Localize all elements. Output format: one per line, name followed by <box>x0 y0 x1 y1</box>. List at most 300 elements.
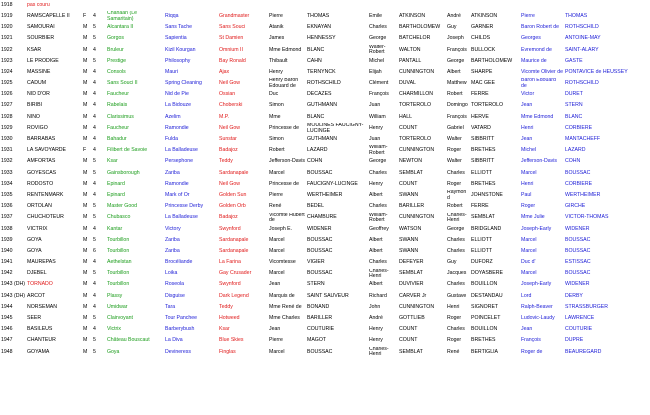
table-cell: William <box>369 113 386 120</box>
table-cell: LAZARD <box>307 147 328 154</box>
table-row <box>0 145 650 156</box>
table-cell: CUNNINGTON <box>399 68 435 75</box>
table-cell: La Farina <box>219 259 241 266</box>
table-cell: Blue Skies <box>219 337 244 344</box>
table-cell: F <box>83 147 87 154</box>
table-cell: M <box>83 292 88 299</box>
table-cell: Henry <box>369 124 383 131</box>
table-cell: CORBIERE <box>565 180 593 187</box>
table-cell: SEMBLAT <box>399 169 423 176</box>
table-cell: Neil Gow <box>219 80 241 87</box>
table-cell: M <box>83 281 88 288</box>
table-cell: BRIDGLAND <box>471 225 502 232</box>
table-cell: 4 <box>93 91 96 98</box>
table-cell: Princesse de <box>269 180 299 187</box>
year-cell: 1948 <box>1 348 13 355</box>
table-cell: POINCELET <box>471 315 501 322</box>
table-cell <box>446 0 470 11</box>
table-cell: ROTHSCHILD <box>565 24 599 31</box>
table-cell: M <box>83 124 88 131</box>
table-cell: Bahadur <box>107 136 127 143</box>
table-cell: GUTHMANN <box>307 136 337 143</box>
table-cell: Sapientia <box>165 35 187 42</box>
table-cell: Golden Sun <box>219 191 247 198</box>
table-cell: BARTHOLOMEW <box>399 24 441 31</box>
table-row <box>0 324 650 335</box>
year-cell: 1937 <box>1 214 13 221</box>
table-cell: DERBY <box>565 292 583 299</box>
table-cell: Swynford <box>219 281 241 288</box>
table-cell: Sardanapale <box>219 247 249 254</box>
table-cell: Jean <box>521 326 533 333</box>
table-cell: James <box>269 35 285 42</box>
year-cell: 1946 <box>1 326 13 333</box>
table-cell: WERTHEIMER <box>565 191 601 198</box>
table-cell: 4 <box>93 80 96 87</box>
table-cell: Robert <box>447 91 463 98</box>
table-cell: Joseph-Early <box>521 225 552 232</box>
table-cell: Omnium II <box>219 46 243 53</box>
table-cell: Elijah <box>369 68 382 75</box>
table-cell: Henry <box>369 337 383 344</box>
table-cell: GOYAMA <box>27 348 50 355</box>
table-cell: 5 <box>93 35 96 42</box>
table-cell <box>106 0 164 11</box>
table-cell: Guy <box>447 259 457 266</box>
year-cell: 1940 <box>1 247 13 254</box>
table-cell: Golden Orb <box>219 203 246 210</box>
table-cell: GARNER <box>471 24 494 31</box>
table-cell: Umidwar <box>107 303 128 310</box>
table-cell: M <box>83 136 88 143</box>
table-row <box>0 101 650 112</box>
table-cell <box>368 0 398 11</box>
table-cell: François <box>369 91 389 98</box>
table-cell: 4 <box>93 136 96 143</box>
table-cell: Zariba <box>165 247 180 254</box>
table-cell: Lord <box>521 292 532 299</box>
table-cell: 5 <box>93 236 96 243</box>
table-cell: La Diva <box>165 337 183 344</box>
table-row <box>0 213 650 224</box>
table-cell: M <box>83 68 88 75</box>
table-cell: BLANC <box>307 46 325 53</box>
table-cell: Spring Cleaning <box>165 80 202 87</box>
table-cell: CUNNINGTON <box>399 214 435 221</box>
table-cell: M.P. <box>219 113 229 120</box>
table-cell: Dark Legend <box>219 292 249 299</box>
table-row <box>0 224 650 235</box>
table-cell: Tourbillon <box>107 247 130 254</box>
table-cell: Marcel <box>521 169 537 176</box>
table-row <box>0 112 650 123</box>
table-cell: ELLIOTT <box>471 236 493 243</box>
table-cell: BOUSSAC <box>565 270 591 277</box>
table-cell: 4 <box>93 191 96 198</box>
table-cell: KSAR <box>27 46 42 53</box>
table-cell: DOYASBERE <box>471 270 503 277</box>
table-cell: François <box>521 337 541 344</box>
table-cell: Maurice de <box>521 57 547 64</box>
table-cell: WATSON <box>399 225 422 232</box>
table-cell: Pierre <box>269 191 283 198</box>
table-cell <box>470 0 520 11</box>
table-cell: GIRCHE <box>565 203 586 210</box>
table-cell: St Damien <box>219 35 244 42</box>
table-cell: TORTEROLO <box>399 102 432 109</box>
table-cell: Marcel <box>269 247 285 254</box>
year-cell: 1932 <box>1 158 13 165</box>
table-cell: Alcantara II <box>107 24 134 31</box>
table-cell: Ksar <box>219 326 230 333</box>
table-cell: 4 <box>93 102 96 109</box>
table-cell: Guy <box>447 24 457 31</box>
table-cell: 4 <box>93 259 96 266</box>
table-cell: Atanik <box>269 24 284 31</box>
table-cell: Tourbillon <box>107 270 130 277</box>
table-cell: Mme Edmond <box>269 46 302 53</box>
table-cell: Ralph-Beaver <box>521 303 553 310</box>
table-cell: Epinard <box>107 180 125 187</box>
table-cell <box>164 0 218 11</box>
table-cell: M <box>83 24 88 31</box>
table-cell: Charles-Henri <box>369 268 389 280</box>
table-cell: Vicomte Olivier de <box>521 68 563 75</box>
table-row <box>0 336 650 347</box>
table-cell: Neil Gow <box>219 180 241 187</box>
table-cell: Roger <box>447 147 462 154</box>
table-cell: Finglas <box>219 348 236 355</box>
table-cell: BOUILLON <box>471 326 498 333</box>
table-cell: PANTALL <box>399 57 422 64</box>
table-cell: Domingo <box>447 102 468 109</box>
year-cell: 1919 <box>1 12 13 19</box>
table-cell: GOYESCAS <box>27 169 57 176</box>
table-cell: BOUSSAC <box>565 169 591 176</box>
table-cell: Sans Souci <box>219 24 246 31</box>
table-cell: Marcel <box>521 236 537 243</box>
table-cell: VATARD <box>471 124 491 131</box>
table-cell: Disguise <box>165 292 185 299</box>
table-cell: MASSINE <box>27 68 51 75</box>
year-cell: 1927 <box>1 102 13 109</box>
table-cell: M <box>83 113 88 120</box>
table-cell: M <box>83 158 88 165</box>
table-cell: TORNADO <box>27 281 53 288</box>
table-cell: 4 <box>93 113 96 120</box>
table-cell: 4 <box>93 180 96 187</box>
table-cell: Jacques <box>447 270 467 277</box>
table-cell: M <box>83 270 88 277</box>
table-row <box>0 123 650 134</box>
table-cell: Simon <box>269 102 284 109</box>
year-cell: 1920 <box>1 24 13 31</box>
table-cell: Sardanapale <box>219 169 249 176</box>
table-cell: Choberski <box>219 102 243 109</box>
year-cell: 1931 <box>1 147 13 154</box>
table-cell: Sardanapale <box>219 236 249 243</box>
table-cell: BEDEL <box>307 203 325 210</box>
table-cell: Pierre <box>269 337 283 344</box>
table-cell: Vicomtesse <box>269 259 296 266</box>
table-cell: CHANTEUR <box>27 337 56 344</box>
table-cell: Neil Gow <box>219 124 241 131</box>
table-cell: RAMSCAPELLE II <box>27 12 70 19</box>
year-cell: 1933 <box>1 169 13 176</box>
table-cell: CUNNINGTON <box>399 303 435 310</box>
table-cell: ROVIGO <box>27 124 48 131</box>
table-cell: Albert <box>369 281 383 288</box>
table-cell: Henri <box>521 180 534 187</box>
table-cell: Goya <box>107 348 120 355</box>
table-cell: BIRIBI <box>27 102 42 109</box>
table-cell: M <box>83 348 88 355</box>
table-cell: FAUCIGNY-LUCINGE <box>307 180 358 187</box>
table-row <box>0 22 650 33</box>
table-cell: Mme Charles <box>269 315 300 322</box>
table-cell: Joseph E. <box>269 225 293 232</box>
table-cell: 5 <box>93 315 96 322</box>
table-cell: Charles <box>447 281 465 288</box>
table-cell <box>398 0 446 11</box>
table-cell: SAINT-ALARY <box>565 46 599 53</box>
table-cell: SIBBRITT <box>471 158 495 165</box>
table-cell: M <box>83 46 88 53</box>
table-cell: Walter <box>447 158 462 165</box>
table-cell: DEFEYER <box>399 259 424 266</box>
table-cell: Bay Ronald <box>219 57 246 64</box>
year-cell: 1941 <box>1 259 13 266</box>
table-cell: Badajoz <box>219 214 238 221</box>
table-cell: SEMBLAT <box>399 348 423 355</box>
table-row <box>0 134 650 145</box>
table-cell: Charles <box>447 236 465 243</box>
table-cell: Thibault <box>269 57 288 64</box>
table-cell: DECAZES <box>307 91 332 98</box>
table-cell: TORTEROLO <box>471 102 504 109</box>
table-cell: BOUSSAC <box>307 270 333 277</box>
table-cell: 4 <box>93 12 96 19</box>
table-cell: Marcel <box>521 247 537 254</box>
table-cell: M <box>83 236 88 243</box>
table-cell: 5 <box>93 57 96 64</box>
table-cell: Michel <box>521 147 536 154</box>
table-cell: M <box>83 169 88 176</box>
table-row <box>0 246 650 257</box>
year-cell: 1926 <box>1 91 13 98</box>
table-row <box>0 34 650 45</box>
table-cell: SEMBLAT <box>399 270 423 277</box>
table-cell: Sans Souci II <box>107 80 138 87</box>
year-cell: 1947 <box>1 337 13 344</box>
table-cell: M <box>83 180 88 187</box>
table-cell: Albert <box>447 68 461 75</box>
table-cell: Roger <box>447 180 462 187</box>
table-cell: Jefferson-Davis <box>521 158 557 165</box>
table-cell: ORTOLAN <box>27 203 52 210</box>
table-cell: Epinard <box>107 191 125 198</box>
year-cell: 1918 <box>1 1 13 8</box>
table-cell: 5 <box>93 158 96 165</box>
table-row <box>0 201 650 212</box>
table-cell: COHN <box>307 158 323 165</box>
table-cell: Bruleur <box>107 46 124 53</box>
table-cell: Duc d' <box>521 259 536 266</box>
table-cell: GOTTLIEB <box>399 315 425 322</box>
table-cell: M <box>83 191 88 198</box>
table-cell: 6 <box>93 247 96 254</box>
table-cell: Ludovic-Laudy <box>521 315 555 322</box>
table-cell: Kantar <box>107 225 123 232</box>
table-cell: René <box>447 348 460 355</box>
table-cell: Devineress <box>165 348 191 355</box>
table-row <box>0 168 650 179</box>
year-cell: 1942 <box>1 270 13 277</box>
table-cell: Emile <box>369 12 382 19</box>
table-cell: GUTHMANN <box>307 102 337 109</box>
table-cell: Ramondie <box>165 124 189 131</box>
table-cell: Brocéliande <box>165 259 193 266</box>
table-row <box>0 67 650 78</box>
table-row <box>0 313 650 324</box>
table-cell: BRETHES <box>471 337 496 344</box>
table-cell: MANTACHEFF <box>565 136 601 143</box>
table-cell: HENNESSY <box>307 35 336 42</box>
table-cell: BOUSSAC <box>307 348 333 355</box>
table-cell: BLANC <box>565 113 583 120</box>
table-cell: CHARMILLON <box>399 91 434 98</box>
table-cell: BARILLER <box>307 315 333 322</box>
year-cell: 1929 <box>1 124 13 131</box>
table-cell <box>82 0 92 11</box>
table-row <box>0 257 650 268</box>
year-cell: 1945 <box>1 315 13 322</box>
table-cell: M <box>83 259 88 266</box>
table-cell: 5 <box>93 270 96 277</box>
table-cell: VIGIER <box>307 259 325 266</box>
table-cell: STERN <box>307 281 325 288</box>
table-cell: Nid de Pie <box>165 91 189 98</box>
table-cell: Roger <box>521 203 536 210</box>
table-cell: COUTURIE <box>307 326 335 333</box>
table-cell: Charles <box>369 259 387 266</box>
table-cell: MOULINES FAUCIGNY-LUCINGE <box>307 123 364 134</box>
table-cell: HALL <box>399 113 412 120</box>
table-cell: SEMBLAT <box>471 214 495 221</box>
table-cell: Robert <box>269 147 285 154</box>
table-cell: Rabelais <box>107 102 128 109</box>
table-cell: Raymond <box>447 190 467 201</box>
table-cell: La Bidouze <box>165 102 191 109</box>
table-cell: M <box>83 214 88 221</box>
table-cell: BARRABAS <box>27 136 56 143</box>
table-cell: M <box>83 303 88 310</box>
table-cell: Clairvoyant <box>107 315 133 322</box>
table-cell: William-Robert <box>369 212 388 224</box>
table-cell: COUNT <box>399 326 418 333</box>
table-cell: Baron Robert de <box>521 24 560 31</box>
table-cell: WIDENER <box>307 225 332 232</box>
table-row <box>0 179 650 190</box>
table-cell: ELLIOTT <box>471 169 493 176</box>
table-cell: Duc <box>269 91 279 98</box>
table-row <box>0 280 650 291</box>
table-cell: FERRE <box>471 91 489 98</box>
table-cell: BRETHES <box>471 147 496 154</box>
table-cell: Robert <box>447 203 463 210</box>
table-cell: Jean <box>269 281 281 288</box>
table-cell: 4 <box>93 124 96 131</box>
table-cell: Faucheur <box>107 124 129 131</box>
table-cell: André <box>447 12 461 19</box>
table-cell: André <box>369 315 383 322</box>
table-cell: NEWTON <box>399 158 422 165</box>
table-cell: STRASSBURGER <box>565 303 608 310</box>
table-cell <box>306 0 368 11</box>
table-cell: Victrix <box>107 326 122 333</box>
table-cell: Simon <box>269 136 284 143</box>
table-cell: DUVAL <box>399 80 416 87</box>
table-cell: Chubasco <box>107 214 131 221</box>
table-cell: Clément <box>369 80 389 87</box>
table-cell: BOUSSAC <box>565 247 591 254</box>
table-cell: 4 <box>93 46 96 53</box>
table-cell: FERRE <box>471 203 489 210</box>
table-cell: Juan <box>369 102 381 109</box>
table-cell: COUNT <box>399 337 418 344</box>
table-cell: François <box>447 113 467 120</box>
table-cell: 5 <box>93 214 96 221</box>
table-cell: TERNYNCK <box>307 68 336 75</box>
table-cell: Jean <box>521 102 533 109</box>
year-cell: 1943 (DH) <box>1 281 25 288</box>
table-cell: Jean <box>521 136 533 143</box>
table-cell: Geoffrey <box>369 225 389 232</box>
table-cell: Sans Tache <box>165 24 193 31</box>
table-cell: Persephone <box>165 158 193 165</box>
table-cell: 4 <box>93 292 96 299</box>
year-cell: 1928 <box>1 113 13 120</box>
table-cell: Hotweed <box>219 315 240 322</box>
table-cell: BRETHES <box>471 180 496 187</box>
table-cell: ARCOT <box>27 292 46 299</box>
table-cell: Baron Edouard de <box>521 78 556 89</box>
year-cell: 1923 <box>1 57 13 64</box>
table-cell: Prestige <box>107 57 127 64</box>
table-cell: Swynford <box>219 225 241 232</box>
table-cell: BONAND <box>307 303 330 310</box>
table-cell: Charles-Henri <box>447 212 467 224</box>
table-cell: NORSEMAN <box>27 303 57 310</box>
table-cell: WIDENER <box>565 281 590 288</box>
table-cell: 5 <box>93 169 96 176</box>
table-cell: COUTURIE <box>565 326 593 333</box>
table-cell: 4 <box>93 225 96 232</box>
table-row <box>0 291 650 302</box>
table-cell: BARILLER <box>399 203 425 210</box>
table-cell: George <box>369 158 387 165</box>
table-cell: THOMAS <box>565 12 588 19</box>
table-row <box>0 302 650 313</box>
table-cell: Juan <box>369 136 381 143</box>
table-cell: Consols <box>107 68 126 75</box>
table-cell: SEER <box>27 315 42 322</box>
table-cell: Tara <box>165 303 176 310</box>
table-cell: George <box>369 35 387 42</box>
table-cell: Marcel <box>269 348 285 355</box>
table-cell: Zariba <box>165 236 180 243</box>
table-cell: CARVER Jr <box>399 292 427 299</box>
